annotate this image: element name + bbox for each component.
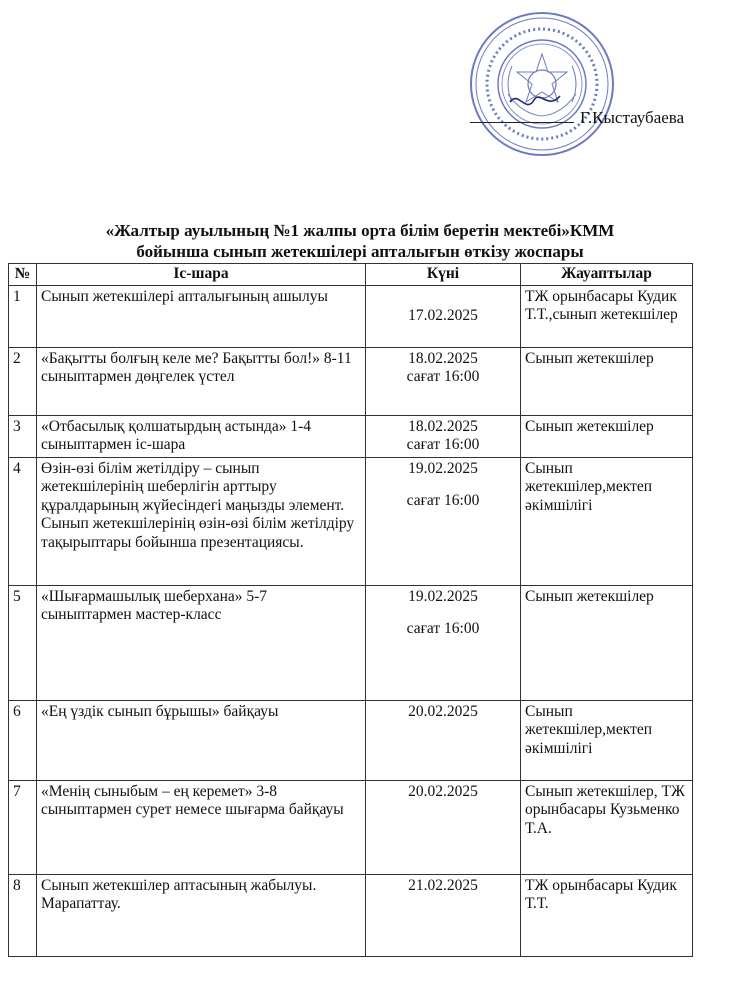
table-row [9,285,693,347]
row-date-cell [366,700,521,780]
row-date: 21.02.2025 [408,876,478,894]
row-number: 4 [9,457,37,585]
table-row [9,874,693,956]
row-time: сағат 16:00 [406,368,480,385]
header-responsible: Жауаптылар [521,264,693,286]
signature-underline [470,108,574,123]
row-number: 8 [9,874,37,956]
row-number: 5 [9,585,37,700]
row-responsible: ТЖ орынбасары Кудик Т.Т.,сынып жетекшілер [521,285,693,347]
row-date: 19.02.2025 [408,459,478,477]
header-number: № [9,264,37,286]
table-row [9,457,693,585]
row-date: 17.02.2025 [408,306,478,324]
row-date-cell [366,285,521,347]
row-date-cell [366,347,521,415]
row-date: 20.02.2025 [408,702,478,720]
row-time: сағат 16:00 [406,620,480,637]
row-date-cell [366,780,521,874]
row-responsible: Сынып жетекшілер, ТЖ орынбасары Кузьменко Т.А. [521,780,693,874]
row-number: 3 [9,415,37,457]
row-date-cell [366,457,521,585]
row-event: «Отбасылық қолшатырдың астында» 1-4 сыныптармен іс-шара [37,415,366,457]
row-event: «Шығармашылық шеберхана» 5-7 сыныптармен мастер-класс [37,585,366,700]
row-number: 2 [9,347,37,415]
row-number: 7 [9,780,37,874]
row-responsible: Сынып жетекшілер [521,347,693,415]
row-date: 18.02.2025 [408,417,478,435]
table-header-row [9,264,693,286]
row-responsible: Сынып жетекшілер,мектеп әкімшілігі [521,700,693,780]
row-responsible: Сынып жетекшілер [521,585,693,700]
table-row [9,780,693,874]
row-date-cell [366,585,521,700]
table-row [9,700,693,780]
row-event: Сынып жетекшілер аптасының жабылуы. Марапаттау. [37,874,366,956]
header-event: Іс-шара [37,264,366,286]
table-row [9,415,693,457]
approval-signature-line [470,106,684,129]
approval-director-name: Г.Кыстаубаева [580,108,685,127]
row-responsible: Сынып жетекшілер [521,415,693,457]
document-title-line1: «Жалтыр ауылының №1 жалпы орта білім беретін мектебі»КММ [105,221,615,240]
row-event: «Ең үздік сынып бұрышы» байқауы [37,700,366,780]
row-event: «Бақытты болғың келе ме? Бақытты бол!» 8-11 сыныптармен дөңгелек үстел [37,347,366,415]
row-event: Өзін-өзі білім жетілдіру – сынып жетекшілерінің шеберлігін арттыру құралдарының жүйесіндегі маңызды элемент. Сынып жетекшілерінің өзін-өзі білім жетілдіру тақырыптары бойынша презентациясы. [37,457,366,585]
row-time: сағат 16:00 [406,436,480,453]
row-event: Сынып жетекшілері апталығының ашылуы [37,285,366,347]
event-plan-table [8,263,693,957]
table-row [9,585,693,700]
official-seal-stamp [468,10,616,158]
row-date-cell [366,874,521,956]
row-responsible: Сынып жетекшілер,мектеп әкімшілігі [521,457,693,585]
row-time: сағат 16:00 [406,492,480,509]
row-number: 1 [9,285,37,347]
row-date: 18.02.2025 [408,349,478,367]
document-title-line2: бойынша сынып жетекшілері апталығын өткізу жоспары [136,242,584,261]
row-number: 6 [9,700,37,780]
row-event: «Менің сыныбым – ең керемет» 3-8 сыныптармен сурет немесе шығарма байқауы [37,780,366,874]
document-title [60,220,660,262]
row-date: 20.02.2025 [408,782,478,800]
table-row [9,347,693,415]
row-responsible: ТЖ орынбасары Кудик Т.Т. [521,874,693,956]
row-date-cell [366,415,521,457]
header-date: Күні [366,264,521,286]
row-date: 19.02.2025 [408,587,478,605]
